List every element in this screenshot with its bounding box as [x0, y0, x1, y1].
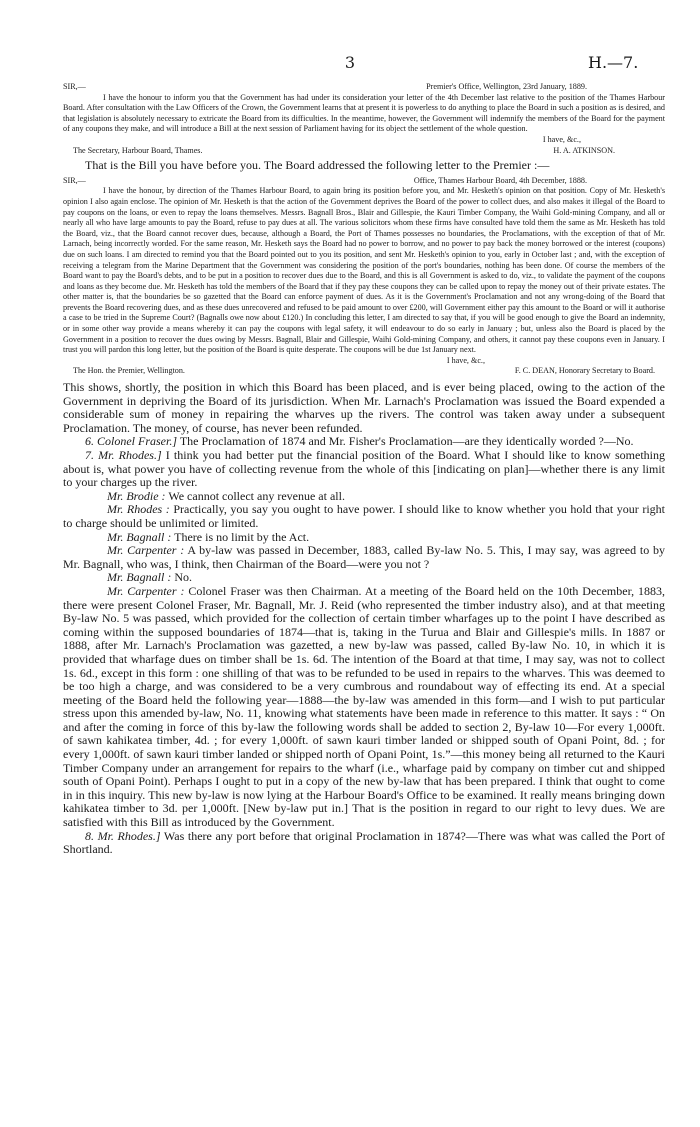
evidence-paragraph	[63, 531, 665, 545]
paragraph-text: Colonel Fraser was then Chairman. At a meeting of the Board held on the 10th December, 1883, there were present Colonel Fraser, Mr. Bagnall, Mr. J. Reid (who represented the timber industry also), and at that meeting By-law No. 5 was passed, which provided for the collection of certain timber wharfages up to the point I have described as coming within the supposed boundaries of 1874—that is, taking in the Turua and Blair and Gillespie's mills. In 1887 or 1888, after Mr. Larnach's Proclamation was gazetted, a new by-law was passed, called By-law No. 10, in which it is provided that wharfage dues on timber shall be 1s. 6d. The intention of the Board at that time, I may say, was not to collect 1s. 6d., except in this form : one shilling of that was to be refunded to be used in repairs to the wharves. This was deemed to be too high a charge, and was considered to be a very cumbrous and roundabout way of effecting its end. At a special meeting of the Board held the following year—1888—the by-law was amended in this form—and I wish to put particular stress upon this amended by-law, No. 11, knowing what statements have been made in reference to this matter. It says : “ On and after the coming in force of this by-law the following words shall be added to section 2, By-law 10—For every 1,000ft. of sawn kahikatea timber, 4d. ; for every 1,000ft. of sawn kauri timber landed or shipped south of Opani Point, 8d. ; for every 1,000ft. of sawn kauri timber landed or shipped north of Opani Point, 1s.”—this money being all returned to the Kauri Timber Company under an arrangement for repairs to the wharf (i.e., wharfage paid by company on timber cut and shipped south of Opani Point). Perhaps I ought to put in a copy of the new by-law that has been prepared. I think that ought to come in in this inquiry. This new by-law is now lying at the Harbour Board's Office to be examined. It really means bringing down kahikatea timber to 3d. per 1,000ft. [New by-law put in.] That is the position in regard to our right to levy dues. We are satisfied with this Bill as introduced by the Government.	[63, 583, 665, 830]
letter-salutation: SIR,—	[63, 175, 86, 185]
paragraph-text: The Proclamation of 1874 and Mr. Fisher's Proclamation—are they identically worded ?—No.	[179, 434, 634, 449]
letter-heading-row	[63, 82, 665, 93]
speaker-label: Mr. Bagnall :	[107, 570, 172, 585]
evidence-paragraph	[63, 830, 665, 857]
letter-heading-row	[63, 176, 665, 187]
letter-signature: H. A. ATKINSON.	[553, 145, 615, 155]
document-body	[63, 82, 665, 857]
paragraph-text: No.	[174, 570, 193, 585]
speaker-label: Mr. Rhodes :	[107, 502, 170, 517]
letter-recipient: The Hon. the Premier, Wellington.	[73, 366, 185, 376]
letter-signoff-row	[63, 146, 665, 157]
letter-premier-to-board	[63, 82, 665, 156]
letter-address: Premier's Office, Wellington, 23rd January, 1889.	[426, 82, 587, 91]
letter-address: Office, Thames Harbour Board, 4th December, 1888.	[413, 175, 587, 185]
paragraph-text: I think you had better put the financial position of the Board. What I should like to know something about is, what power you have of collecting revenue from the whole of this [indicating on plan]—whether there is any limit to your charges up the river.	[63, 448, 665, 490]
paragraph-text: There is no limit by the Act.	[174, 529, 310, 544]
evidence-paragraph	[63, 544, 665, 571]
letter-signoff-row	[63, 366, 665, 377]
letter-body: I have the honour to inform you that the Government has had under its consideration your letter of the 4th December last relative to the position of the Thames Harbour Board. After consultation with the Law Officers of the Crown, the Government learns that at present it is powerless to do anything to place the Board in such a position as is desired, and that legislation is absolutely necessary to extricate the Board from its difficulties. In the meantime, however, the Government will indemnify the members of the Board for the payment of any coupons they make, and will introduce a Bill at the next session of Parliament having for its object the settlement of the whole question.	[63, 92, 665, 134]
paragraph-text: We cannot collect any revenue at all.	[168, 488, 345, 503]
evidence-paragraph	[63, 449, 665, 490]
evidence-paragraph	[63, 490, 665, 504]
letter-recipient: The Secretary, Harbour Board, Thames.	[73, 145, 203, 155]
paragraph-text: Practically, you say you ought to have power. I should like to know whether you hold that your right to charge should be unlimited or limited.	[63, 502, 666, 530]
speaker-label: Mr. Carpenter :	[107, 583, 185, 598]
speaker-label: 6. Colonel Fraser.]	[85, 434, 178, 449]
speaker-label: 7. Mr. Rhodes.]	[85, 448, 162, 462]
evidence-paragraph	[63, 435, 665, 449]
paragraph-text: This shows, shortly, the position in which this Board has been placed, and is ever being placed, owing to the action of the Government in depriving the Board of its jurisdiction. When Mr. Larnach's Proclamation was issued the Board expended a considerable sum of money in repairing the wharves up the rivers. The control was taken away under a subsequent Proclamation. The money, of course, has never been refunded.	[63, 380, 665, 435]
letter-signature: F. C. DEAN, Honorary Secretary to Board.	[514, 366, 655, 376]
bridge-paragraph: That is the Bill you have before you. The Board addressed the following letter to the Premier :—	[85, 158, 550, 173]
speaker-label: Mr. Brodie :	[107, 488, 166, 503]
paragraph-text: Was there any port before that original Proclamation in 1874?—There was what was called the Port of Shortland.	[63, 828, 665, 857]
evidence-section	[63, 381, 665, 857]
letter-closing: I have, &c.,	[542, 134, 581, 144]
evidence-paragraph	[63, 585, 665, 830]
page-number: 3	[344, 53, 356, 72]
letter-closing: I have, &c.,	[446, 355, 485, 365]
speaker-label: Mr. Bagnall :	[107, 529, 172, 544]
paragraph-text: A by-law was passed in December, 1883, called By-law No. 5. This, I may say, was agreed to by Mr. Bagnall, who was, I think, then Chairman of the Board—were you not ?	[63, 543, 666, 571]
document-code: H.—7.	[588, 53, 639, 72]
evidence-paragraph	[63, 503, 665, 530]
evidence-paragraph	[63, 381, 665, 435]
letter-salutation: SIR,—	[63, 82, 86, 91]
evidence-paragraph	[63, 571, 665, 585]
letter-body: I have the honour, by direction of the Thames Harbour Board, to again bring its position before you, and Mr. Hesketh's opinion on that position. Copy of Mr. Hesketh's opinion I also again enclose. The opinion of Mr. Hesketh is that the action of the Government deprives the Board of the power to collect dues, and also makes it illegal of the Board to pay coupons on the loans, or even to repay the loans themselves. Messrs. Bagnall Bros., Blair and Gillespie, the Kauri Timber Company, the Waihi Gold-mining Company, and all or nearly all who have large amounts to pay the Board, refuse to pay dues at all. The various solicitors whom these firms have consulted have told them the same as Mr. Hesketh has told the Board, viz., that the Board cannot recover dues, because, although a Board, the Port of Thames possesses no boundaries, the Proclamations, with the exception of that of Mr. Larnach, being incorrectly worded. For the same reason, Mr. Hesketh says the Board had no power to borrow, and no power to pay back the money borrowed or the interest (coupons) due on such loans. I am directed to remind you that the Board pointed out to you its position, and sent Mr. Hesketh's opinion to you, early in October last ; and, with the exception of receiving a telegram from the Marine Department that the Government was considering the position of the port's boundaries, nothing has been done. Of course the members of the Board want to pay the Board's debts, and to be put in a position to recover dues due to the Board, and this is all Government is asked to do, viz., to validate the payment of the coupons and loans as they become due. Mr. Hesketh has told the members of the Board that if they pay these coupons they can be called upon to repay the money out of their private estates. The other matter is, that the boundaries be so gazetted that the Board can enforce payment of dues. As it is the Government's Proclamation and not any wrong-doing of the Board that prevents the Board recovering dues, and as these dues unrecovered and refused to be paid amount to over £200, will Government either pay this amount to the Board or will it authorise a case to be tried in the Supreme Court? (Bagnalls owe now about £120.) In concluding this letter, I am directed to say that, if you will be good enough to give the Board an indemnity, or in some other way provide a means whereby it can pay the coupons with legal safety, it will endeavour to do so early in January ; but, unless also the Board is placed by the Government in a position to recover the dues owing by Messrs. Bagnall, Blair and Gillespie, Waihi Gold-mining Company, and others, it cannot pay these coupons even in January. I trust you will pardon this long letter, but the position of the Board is quite desperate. The coupons will be due 1st January next.	[63, 186, 665, 355]
speaker-label: 8. Mr. Rhodes.]	[85, 828, 161, 843]
letter-board-to-premier	[63, 176, 665, 377]
speaker-label: Mr. Carpenter :	[107, 543, 185, 558]
